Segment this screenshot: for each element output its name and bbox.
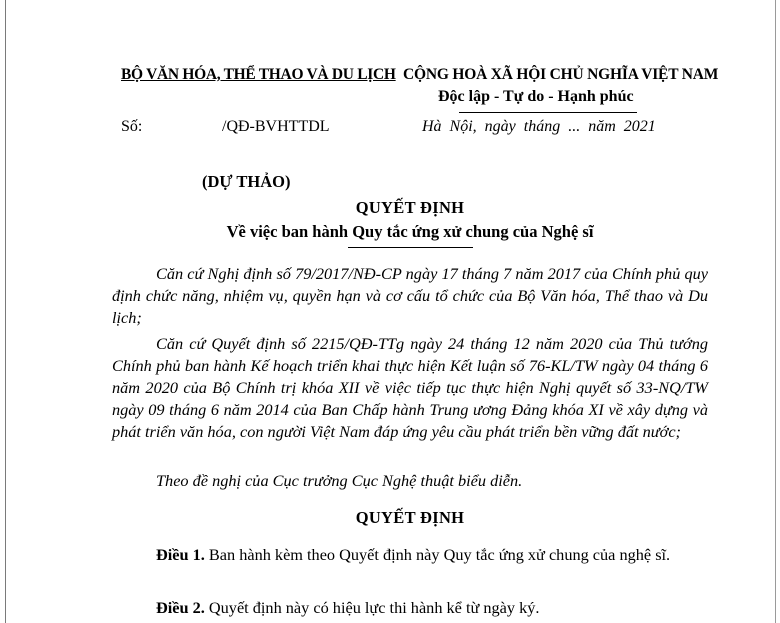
document-number: /QĐ-BVHTTDL: [222, 118, 330, 135]
preamble-paragraph-2: Căn cứ Quyết định số 2215/QĐ-TTg ngày 24 tháng 12 năm 2020 của Thủ tướng Chính phủ ban hành Kế hoạch triển khai thực hiện Kết luận số 76-KL/TW ngày 04 tháng 6 năm 2020 của Bộ Chính trị khóa XII về việc tiếp tục thực hiện Nghị quyết số 33-NQ/TW ngày 09 tháng 6 năm 2014 của Ban Chấp hành Trung ương Đảng khóa XI về xây dựng và phát triển văn hóa, con người Việt Nam đáp ứng yêu cầu phát triển bền vững đất nước;: [112, 334, 708, 441]
article-2-label: Điều 2.: [156, 598, 205, 617]
nation-name: CỘNG HOÀ XÃ HỘI CHỦ NGHĨA VIỆT NAM: [403, 66, 719, 83]
ministry-name: BỘ VĂN HÓA, THỂ THAO VÀ DU LỊCH: [121, 66, 396, 83]
motto-underline: [459, 112, 637, 113]
article-2-text: Quyết định này có hiệu lực thi hành kể từ ngày ký.: [204, 598, 540, 617]
issue-date: Hà Nội, ngày tháng ... năm 2021: [422, 118, 656, 135]
decision-heading: QUYẾT ĐỊNH: [355, 508, 465, 527]
subject-underline: [348, 247, 473, 248]
page-left-border: [5, 0, 6, 623]
article-1-label: Điều 1.: [156, 545, 205, 564]
article-1-text: Ban hành kèm theo Quyết định này Quy tắc ứng xử chung của nghệ sĩ.: [204, 545, 671, 564]
document-title: QUYẾT ĐỊNH: [355, 198, 465, 217]
preamble-paragraph-1: Căn cứ Nghị định số 79/2017/NĐ-CP ngày 17 tháng 7 năm 2017 của Chính phủ quy định chức năng, nhiệm vụ, quyền hạn và cơ cấu tổ chức của Bộ Văn hóa, Thể thao và Du lịch;: [112, 264, 708, 327]
document-subject: Về việc ban hành Quy tắc ứng xử chung của Nghệ sĩ: [226, 222, 594, 241]
page-right-border: [775, 0, 776, 623]
draft-label: (DỰ THẢO): [202, 172, 291, 191]
article-2: [112, 597, 708, 619]
document-number-label: Số:: [121, 118, 143, 135]
preamble-paragraph-3: Theo đề nghị của Cục trưởng Cục Nghệ thuật biểu diễn.: [156, 471, 523, 490]
national-motto: Độc lập - Tự do - Hạnh phúc: [438, 88, 634, 105]
article-1: [112, 544, 708, 566]
